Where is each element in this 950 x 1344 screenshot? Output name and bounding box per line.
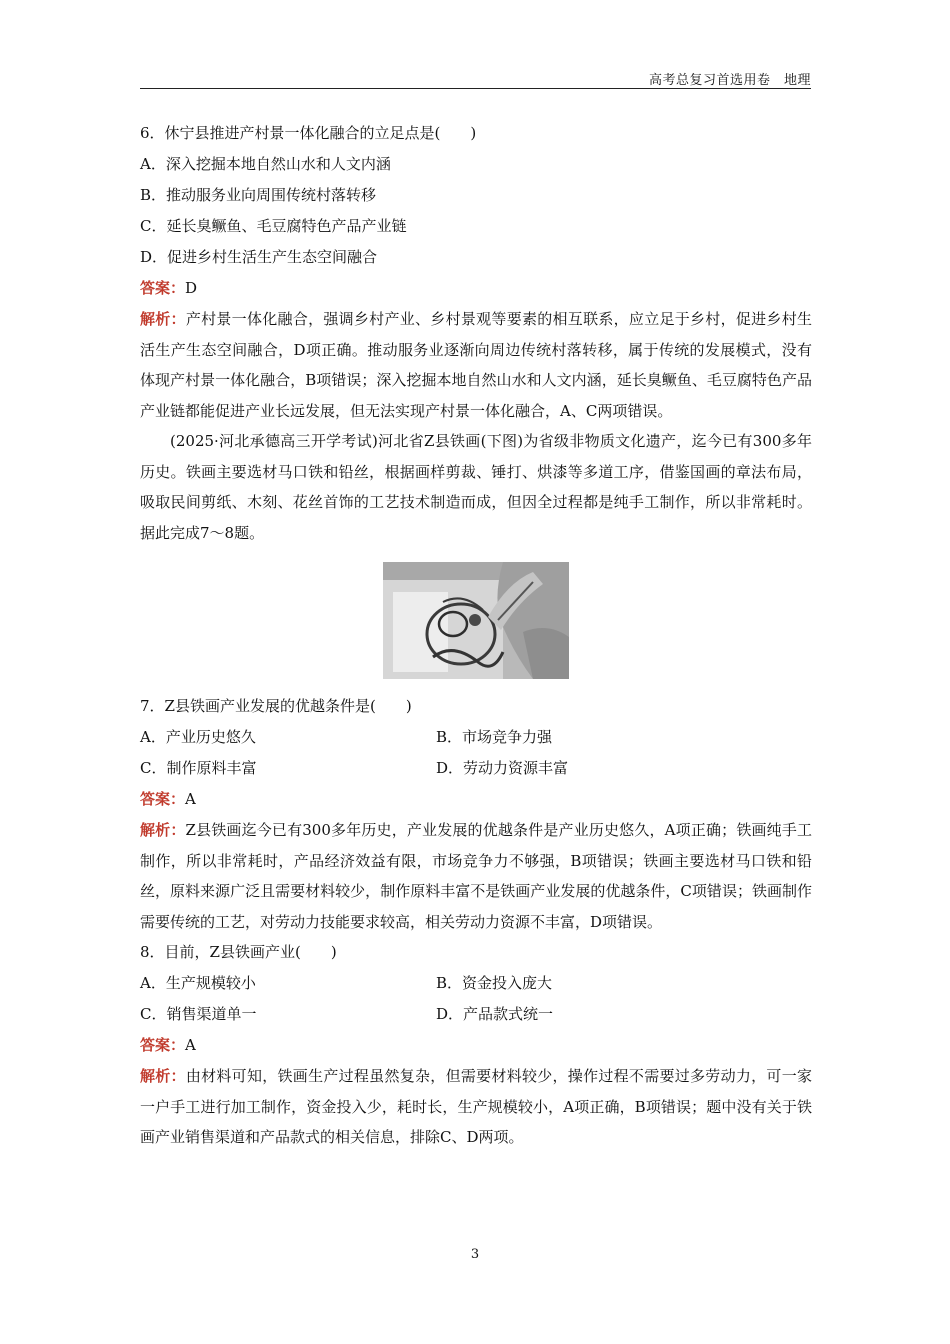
analysis-label: 解析： (140, 821, 186, 839)
answer-label: 答案： (140, 790, 186, 808)
answer-value: A (185, 790, 196, 808)
q6-option-a: A．深入挖掘本地自然山水和人文内涵 (140, 155, 391, 173)
q6-option-b: B．推动服务业向周围传统村落转移 (140, 186, 377, 204)
header-title: 高考总复习首选用卷 地理 (648, 73, 811, 88)
q7-options-row-1 (140, 722, 812, 753)
q6-option-c: C．延长臭鳜鱼、毛豆腐特色产品产业链 (140, 217, 407, 235)
q8-answer (140, 1030, 812, 1061)
q7-option-c: C．制作原料丰富 (140, 759, 257, 777)
answer-label: 答案： (140, 279, 186, 297)
q6-answer (140, 273, 812, 304)
analysis-label: 解析： (140, 1067, 186, 1085)
q6-stem: 6．休宁县推进产村景一体化融合的立足点是( ) (140, 124, 477, 142)
q8-option-b: B．资金投入庞大 (436, 974, 553, 992)
q8-option-a: A．生产规模较小 (140, 974, 256, 992)
analysis-text: Z县铁画迄今已有300多年历史，产业发展的优越条件是产业历史悠久，A项正确；铁画纯手工制作，所以非常耗时，产品经济效益有限，市场竞争力不够强，B项错误；铁画主要选材马口铁和铅丝，原料来源广泛且需要材料较少，制作原料丰富不是铁画产业发展的优越条件，C项错误；铁画制作需要传统的工艺，对劳动力技能要求较高，相关劳动力资源不丰富，D项错误。 (140, 821, 812, 931)
q7-options-row-2 (140, 753, 812, 784)
q6-analysis (140, 304, 812, 426)
iron-painting-photo (383, 562, 569, 679)
q8-option-d: D．产品款式统一 (436, 1005, 554, 1023)
answer-value: A (185, 1036, 196, 1054)
q7-analysis (140, 815, 812, 937)
q8-analysis (140, 1061, 812, 1153)
page-header (140, 66, 811, 89)
analysis-text: 产村景一体化融合，强调乡村产业、乡村景观等要素的相互联系，应立足于乡村，促进乡村生活生产生态空间融合，D项正确。推动服务业逐渐向周边传统村落转移，属于传统的发展模式，没有体现产村景一体化融合，B项错误；深入挖掘本地自然山水和人文内涵，延长臭鳜鱼、毛豆腐特色产品产业链都能促进产业长远发展，但无法实现产村景一体化融合，A、C两项错误。 (140, 310, 812, 420)
page-number: 3 (470, 1247, 480, 1262)
q7-option-a: A．产业历史悠久 (140, 728, 256, 746)
q6-option-d: D．促进乡村生活生产生态空间融合 (140, 248, 378, 266)
q7-stem: 7．Z县铁画产业发展的优越条件是( ) (140, 697, 412, 715)
q7-option-d: D．劳动力资源丰富 (436, 759, 569, 777)
q7-answer (140, 784, 812, 815)
q8-options-row-2 (140, 999, 812, 1030)
analysis-text: 由材料可知，铁画生产过程虽然复杂，但需要材料较少，操作过程不需要过多劳动力，可一家一户手工进行加工制作，资金投入少，耗时长，生产规模较小，A项正确，B项错误；题中没有关于铁画产业销售渠道和产品款式的相关信息，排除C、D两项。 (140, 1067, 812, 1146)
q8-stem: 8．目前，Z县铁画产业( ) (140, 943, 337, 961)
material-passage: (2025·河北承德高三开学考试)河北省Z县铁画(下图)为省级非物质文化遗产，迄今已有300多年历史。铁画主要选材马口铁和铅丝，根据画样剪裁、锤打、烘漆等多道工序，借鉴国画的章法布局，吸取民间剪纸、木刻、花丝首饰的工艺技术制造而成，但因全过程都是纯手工制作，所以非常耗时。据此完成7～8题。 (140, 432, 812, 542)
answer-value: D (185, 279, 198, 297)
q8-option-c: C．销售渠道单一 (140, 1005, 257, 1023)
analysis-label: 解析： (140, 310, 186, 328)
page-content (140, 118, 812, 1153)
q7-option-b: B．市场竞争力强 (436, 728, 553, 746)
answer-label: 答案： (140, 1036, 186, 1054)
q8-options-row-1 (140, 968, 812, 999)
